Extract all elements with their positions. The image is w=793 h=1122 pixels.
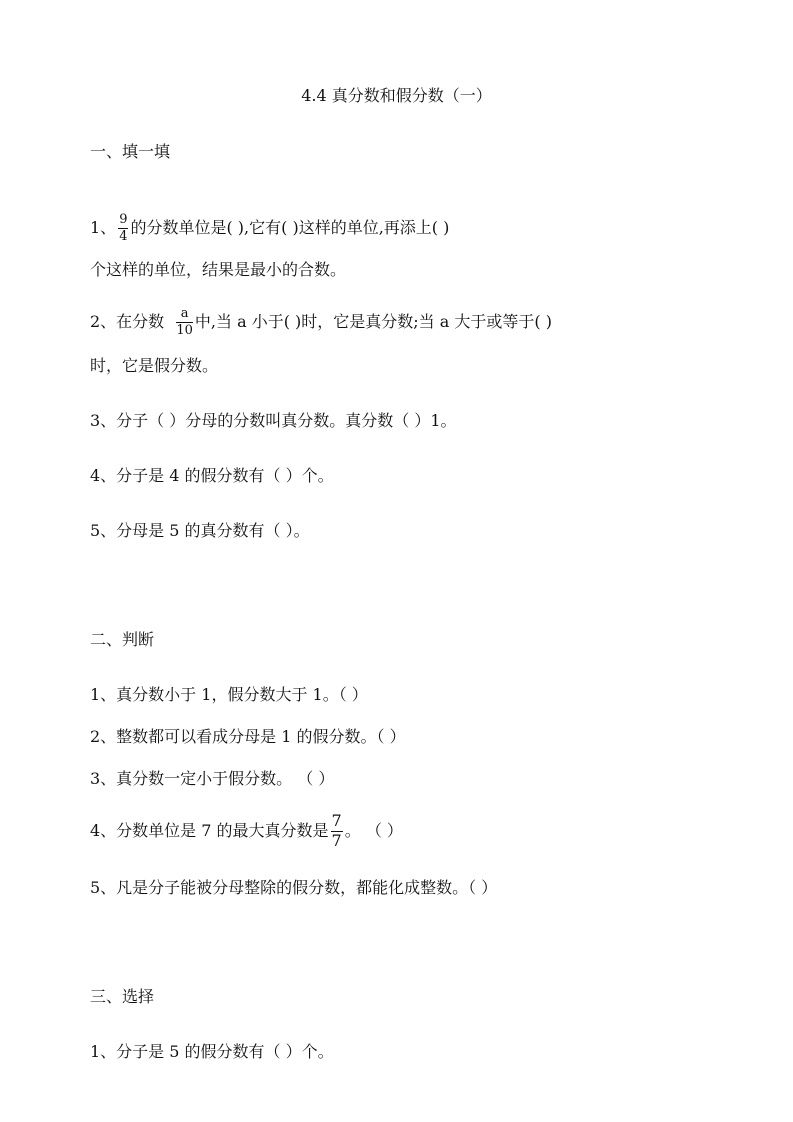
s2-q4-fraction (331, 813, 343, 850)
s1-q2-frac-num: a (176, 307, 193, 323)
section3-heading: 三、选择 (90, 987, 155, 1006)
s1-q4: 4、分子是 4 的假分数有（ ）个。 (90, 466, 334, 485)
s1-q1-line1 (90, 198, 449, 258)
s1-q1-fraction (118, 213, 128, 243)
s1-q1-prefix: 1、 (90, 218, 117, 237)
s2-q4-frac-num: 7 (331, 811, 342, 831)
s2-q1: 1、真分数小于 1，假分数大于 1。（ ） (90, 685, 368, 704)
s1-q2-line1 (90, 296, 552, 348)
s2-q4-suffix: 。 （ ） (344, 821, 403, 840)
s2-q5: 5、凡是分子能被分母整除的假分数，都能化成整数。（ ） (90, 878, 498, 897)
s1-q2-prefix: 2、在分数 (90, 312, 165, 331)
s1-q5: 5、分母是 5 的真分数有（ ）。 (90, 521, 310, 540)
s2-q4-prefix: 4、分数单位是 7 的最大真分数是 (90, 821, 329, 840)
s1-q3: 3、分子（ ）分母的分数叫真分数。真分数（ ）1。 (90, 411, 457, 430)
s2-q2: 2、整数都可以看成分母是 1 的假分数。（ ） (90, 727, 406, 746)
s1-q1-frac-den: 4 (119, 229, 128, 244)
s3-q1: 1、分子是 5 的假分数有（ ）个。 (90, 1042, 334, 1061)
s2-q4 (90, 806, 403, 856)
s1-q1-line2: 个这样的单位，结果是最小的合数。 (90, 260, 347, 279)
s2-q3: 3、真分数一定小于假分数。 （ ） (90, 769, 335, 788)
s1-q2-fraction (176, 307, 193, 337)
section2-heading: 二、判断 (90, 630, 155, 649)
page-title: 4.4 真分数和假分数（一） (301, 86, 492, 105)
s1-q2-text-a: 中,当 a 小于( )时，它是真分数;当 a 大于或等于( ) (194, 312, 552, 331)
s1-q2-frac-den: 10 (176, 323, 193, 338)
s1-q1-frac-num: 9 (119, 212, 128, 228)
s2-q4-frac-den: 7 (331, 831, 342, 850)
s1-q2-line2: 时，它是假分数。 (90, 356, 219, 375)
s1-q1-text-a: 的分数单位是( ),它有( )这样的单位,再添上( ) (130, 218, 450, 237)
section1-heading: 一、填一填 (90, 142, 171, 161)
